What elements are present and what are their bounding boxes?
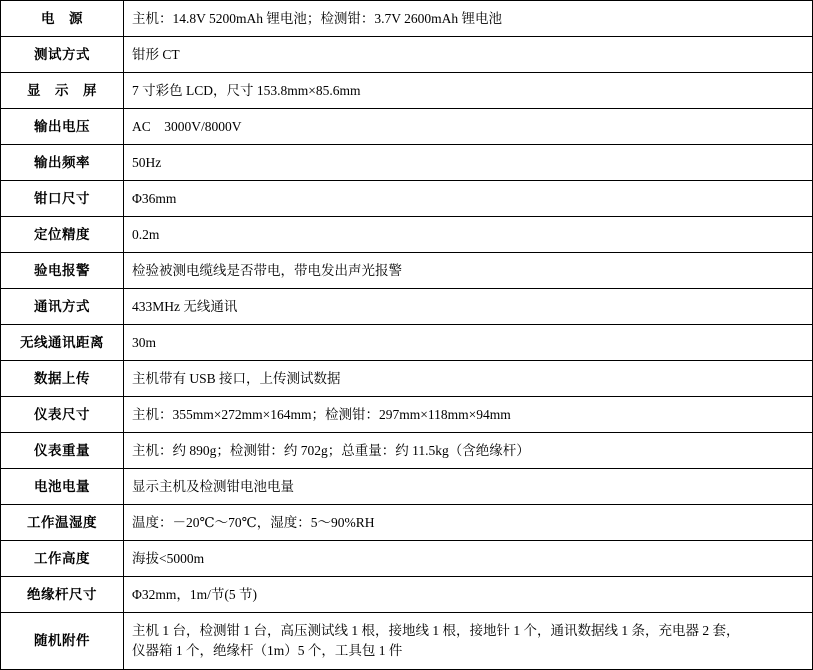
spec-value-line: AC 3000V/8000V bbox=[132, 118, 242, 134]
spec-label: 测试方式 bbox=[1, 37, 124, 73]
spec-value-line: 主机 1 台，检测钳 1 台，高压测试线 1 根，接地线 1 根，接地针 1 个，通讯数据线 1 条，充电器 2 套， bbox=[132, 623, 740, 639]
table-row bbox=[1, 397, 813, 433]
spec-value-line: 主机：355mm×272mm×164mm；检测钳：297mm×118mm×94mm bbox=[132, 406, 511, 422]
spec-label: 钳口尺寸 bbox=[1, 181, 124, 217]
spec-value bbox=[124, 253, 813, 289]
table-row bbox=[1, 145, 813, 181]
spec-label: 输出频率 bbox=[1, 145, 124, 181]
spec-value bbox=[124, 541, 813, 577]
spec-value-line: Φ32mm，1m/节(5 节) bbox=[132, 586, 257, 602]
spec-value-line: Φ36mm bbox=[132, 190, 177, 206]
spec-label: 仪表尺寸 bbox=[1, 397, 124, 433]
table-row bbox=[1, 37, 813, 73]
spec-value-line: 433MHz 无线通讯 bbox=[132, 298, 238, 314]
spec-value-line: 30m bbox=[132, 334, 157, 350]
table-row bbox=[1, 109, 813, 145]
spec-label: 电 源 bbox=[1, 1, 124, 37]
spec-value bbox=[124, 433, 813, 469]
spec-value bbox=[124, 613, 813, 670]
table-row bbox=[1, 1, 813, 37]
spec-value bbox=[124, 577, 813, 613]
spec-label: 无线通讯距离 bbox=[1, 325, 124, 361]
spec-label: 工作高度 bbox=[1, 541, 124, 577]
spec-value bbox=[124, 181, 813, 217]
table-row bbox=[1, 361, 813, 397]
spec-label: 电池电量 bbox=[1, 469, 124, 505]
spec-value-line: 显示主机及检测钳电池电量 bbox=[132, 478, 294, 494]
spec-value-line: 7 寸彩色 LCD，尺寸 153.8mm×85.6mm bbox=[132, 82, 361, 98]
table-row bbox=[1, 469, 813, 505]
table-row bbox=[1, 325, 813, 361]
spec-value bbox=[124, 109, 813, 145]
table-row bbox=[1, 505, 813, 541]
table-row bbox=[1, 73, 813, 109]
spec-label: 验电报警 bbox=[1, 253, 124, 289]
table-row bbox=[1, 289, 813, 325]
spec-label: 绝缘杆尺寸 bbox=[1, 577, 124, 613]
table-row bbox=[1, 541, 813, 577]
spec-label: 通讯方式 bbox=[1, 289, 124, 325]
spec-value bbox=[124, 325, 813, 361]
spec-value-line: 主机带有 USB 接口，上传测试数据 bbox=[132, 370, 341, 386]
spec-value-line: 主机：约 890g；检测钳：约 702g；总重量：约 11.5kg（含绝缘杆） bbox=[132, 442, 530, 458]
spec-label: 输出电压 bbox=[1, 109, 124, 145]
spec-value-line: 仪器箱 1 个，绝缘杆（1m）5 个，工具包 1 件 bbox=[132, 643, 403, 658]
spec-value bbox=[124, 397, 813, 433]
table-row bbox=[1, 253, 813, 289]
spec-value-line: 钳形 CT bbox=[132, 46, 180, 62]
table-row bbox=[1, 217, 813, 253]
spec-value-line: 海拔<5000m bbox=[132, 550, 205, 566]
spec-label: 数据上传 bbox=[1, 361, 124, 397]
spec-value-line: 温度：－20℃～70℃，湿度：5～90%RH bbox=[132, 514, 375, 530]
table-row bbox=[1, 181, 813, 217]
spec-value bbox=[124, 361, 813, 397]
spec-value-line: 检验被测电缆线是否带电，带电发出声光报警 bbox=[132, 262, 402, 278]
table-row bbox=[1, 577, 813, 613]
spec-label: 仪表重量 bbox=[1, 433, 124, 469]
spec-value bbox=[124, 289, 813, 325]
spec-value-line: 主机：14.8V 5200mAh 锂电池；检测钳：3.7V 2600mAh 锂电池 bbox=[132, 10, 503, 26]
spec-value bbox=[124, 217, 813, 253]
table-body bbox=[1, 1, 813, 670]
spec-label: 工作温湿度 bbox=[1, 505, 124, 541]
spec-value-line: 50Hz bbox=[132, 154, 162, 170]
spec-value bbox=[124, 145, 813, 181]
spec-value bbox=[124, 505, 813, 541]
table-row bbox=[1, 433, 813, 469]
table-row bbox=[1, 613, 813, 670]
spec-value bbox=[124, 469, 813, 505]
spec-label: 随机附件 bbox=[1, 613, 124, 670]
spec-value bbox=[124, 1, 813, 37]
spec-value bbox=[124, 37, 813, 73]
spec-value-line: 0.2m bbox=[132, 226, 160, 242]
spec-value bbox=[124, 73, 813, 109]
spec-label: 显 示 屏 bbox=[1, 73, 124, 109]
spec-label: 定位精度 bbox=[1, 217, 124, 253]
